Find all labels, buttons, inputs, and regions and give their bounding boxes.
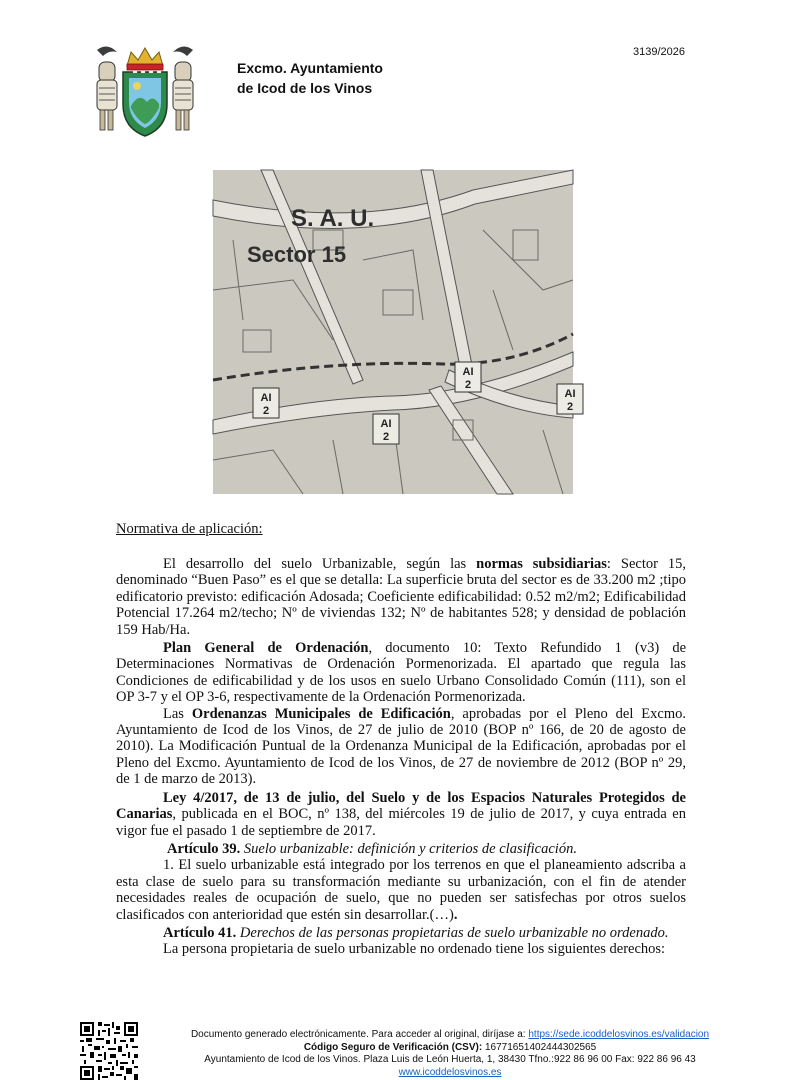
svg-text:2: 2 [464, 379, 472, 391]
svg-text:2: 2 [566, 401, 574, 413]
svg-text:AI: AI [260, 392, 272, 404]
document-number: 3139/2026 [633, 46, 685, 58]
svg-text:AI: AI [564, 388, 576, 400]
section-heading: Normativa de aplicación: [116, 521, 263, 537]
qr-code [80, 1022, 138, 1080]
map-label-sau: S. A. U. [291, 205, 375, 232]
validation-link[interactable]: https://sede.icoddelosvinos.es/validacion [528, 1029, 710, 1040]
footer-address-line: Ayuntamiento de Icod de los Vinos. Plaza Luis de León Huerta, 1, 38430 Tfno.:922 86 96 00 Fax: 922 86 96 43 [204, 1054, 696, 1066]
svg-text:AI: AI [462, 366, 474, 378]
svg-text:2: 2 [262, 405, 270, 417]
coat-of-arms-logo [93, 42, 197, 138]
paragraph-plan-general: Plan General de Ordenación, documento 10: Texto Refundido 1 (v3) de Determinaciones Normativas de Ordenación Pormenorizada. El apartado que regula las Condiciones de edificabilidad y de los usos en suelo Urbano Consolidado Común (111), son el OP 3-7 y el OP 3-6, respectivamente de la Ordenación Pormenorizada. [116, 640, 687, 706]
footer-website-line [150, 1067, 750, 1080]
organization-name-line2: de Icod de los Vinos [237, 80, 373, 96]
zone-marker-3 [373, 414, 399, 444]
footer-csv-line: Código Seguro de Verificación (CSV): 16771651402444302565 [303, 1041, 597, 1053]
document-body [116, 556, 686, 958]
footer-access-line: Documento generado electrónicamente. Para acceder al original, diríjase a: https://sede.icoddelosvinos.es/validacion [190, 1029, 710, 1040]
zone-marker-2 [253, 388, 279, 418]
organization-name [237, 58, 383, 98]
paragraph-article-41: La persona propietaria de suelo urbanizable no ordenado tiene los siguientes derechos: [163, 941, 666, 958]
svg-text:AI: AI [380, 418, 392, 430]
article-39-heading: Artículo 39. Suelo urbanizable: definición y criterios de clasificación. [167, 840, 577, 857]
svg-text:2: 2 [382, 431, 390, 443]
organization-name-line1: Excmo. Ayuntamiento [237, 60, 383, 76]
map-label-sector: Sector 15 [247, 242, 347, 267]
paragraph-ley: Ley 4/2017, de 13 de julio, del Suelo y de los Espacios Naturales Protegidos de Canarias, publicada en el BOC, nº 138, del miércoles 19 de julio de 2017, y cuya entrada en vigor fue el pasado 1 de septiembre de 2017. [116, 789, 686, 839]
website-link[interactable]: www.icoddelosvinos.es [398, 1066, 502, 1078]
paragraph-normas: El desarrollo del suelo Urbanizable, según las normas subsidiarias: Sector 15, denominado “Buen Paso” es el que se detalla: La superficie bruta del sector es de 33.200 m2 ;tipo edificatorio previsto: edificación Adosada; Coeficiente edificabilidad: 0.52 m2/m2; Edificabilidad Potencial 17.264 m2/techo; Nº de viviendas 132; Nº de habitantes 528; y densidad de población 159 Hab/Ha. [116, 556, 686, 638]
zoning-map-drawing [213, 170, 576, 494]
zone-marker-4 [557, 384, 583, 414]
article-41-heading: Artículo 41. Derechos de las personas propietarias de suelo urbanizable no ordenado. [163, 924, 669, 941]
paragraph-ordenanzas: Las Ordenanzas Municipales de Edificación, aprobadas por el Pleno del Excmo. Ayuntamiento de Icod de los Vinos, de 27 de julio de 2010 (BOP nº 166, de 20 de agosto de 2010). La Modificación Puntual de la Ordenanza Municipal de la Edificación, aprobadas por el Pleno del Excmo. Ayuntamiento de Icod de los Vinos, de 27 de noviembre de 2012 (BOP nº 29, de 1 de marzo de 2013). [116, 705, 686, 788]
footer [150, 1029, 750, 1079]
paragraph-article-39: 1. El suelo urbanizable está integrado por los terrenos en que el planeamiento adscriba a esta clase de suelo para su transformación mediante su urbanización, con el fin de atender necesidades reales de ocupación de suelo, que no pueden ser satisfechas por otros suelos clasificados con anterioridad que estén sin desarrollar.(…). [116, 857, 686, 923]
zone-marker-1 [455, 362, 481, 392]
zoning-map-excerpt [213, 170, 576, 494]
